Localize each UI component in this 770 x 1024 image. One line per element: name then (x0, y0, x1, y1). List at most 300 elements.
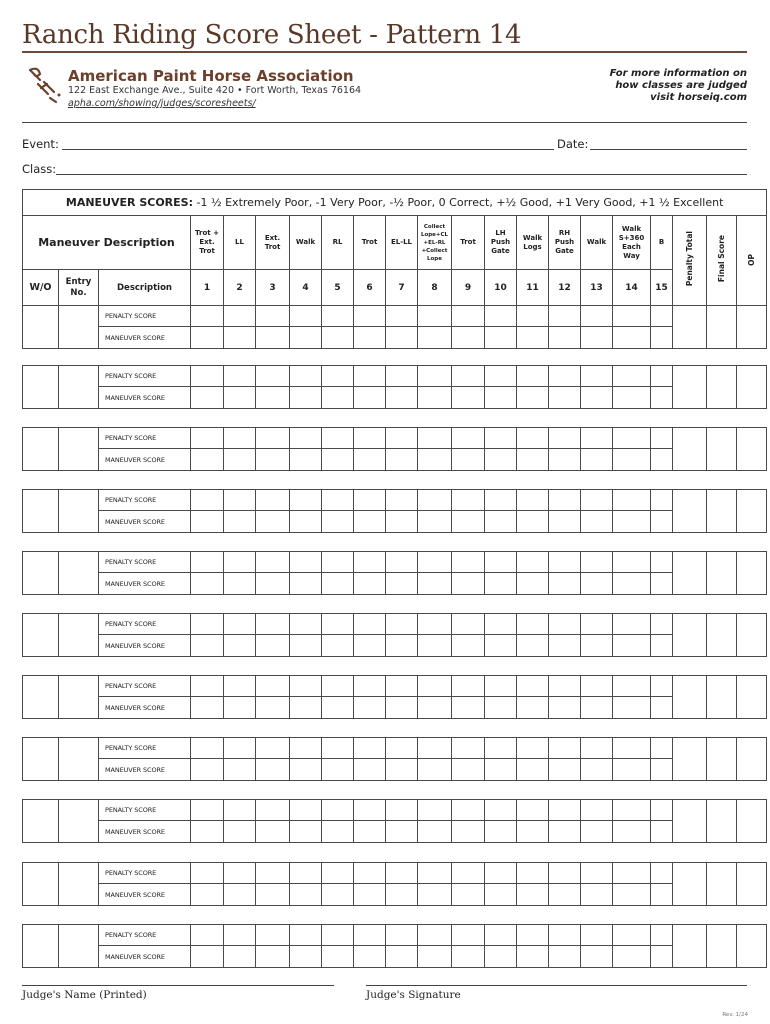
score-cell[interactable] (613, 449, 651, 471)
score-cell[interactable] (613, 925, 651, 946)
score-cell[interactable] (485, 925, 517, 946)
score-cell[interactable] (418, 366, 452, 387)
score-cell[interactable] (386, 490, 418, 511)
score-cell[interactable] (354, 387, 386, 409)
score-cell[interactable] (485, 387, 517, 409)
score-cell[interactable] (322, 863, 354, 884)
score-cell[interactable] (191, 697, 224, 719)
score-cell[interactable] (224, 614, 256, 635)
score-cell[interactable] (581, 946, 613, 968)
score-cell[interactable] (485, 821, 517, 843)
score-cell[interactable] (452, 884, 485, 906)
score-cell[interactable] (418, 925, 452, 946)
score-cell[interactable] (418, 946, 452, 968)
score-cell[interactable] (452, 428, 485, 449)
score-cell[interactable] (651, 635, 673, 657)
score-cell[interactable] (354, 821, 386, 843)
score-cell[interactable] (517, 306, 549, 327)
score-cell[interactable] (651, 821, 673, 843)
score-cell[interactable] (191, 366, 224, 387)
final-score-cell[interactable] (707, 925, 737, 968)
score-cell[interactable] (386, 366, 418, 387)
score-cell[interactable] (354, 366, 386, 387)
score-cell[interactable] (581, 697, 613, 719)
score-cell[interactable] (581, 387, 613, 409)
score-cell[interactable] (224, 511, 256, 533)
score-cell[interactable] (549, 327, 581, 349)
score-cell[interactable] (452, 759, 485, 781)
scoresheets-link[interactable]: apha.com/showing/judges/scoresheets/ (68, 98, 256, 109)
score-cell[interactable] (322, 552, 354, 573)
score-cell[interactable] (322, 697, 354, 719)
score-cell[interactable] (224, 863, 256, 884)
score-cell[interactable] (418, 738, 452, 759)
score-cell[interactable] (354, 946, 386, 968)
score-cell[interactable] (549, 387, 581, 409)
wo-cell[interactable] (23, 863, 59, 906)
score-cell[interactable] (224, 759, 256, 781)
score-cell[interactable] (651, 614, 673, 635)
score-cell[interactable] (322, 884, 354, 906)
score-cell[interactable] (651, 697, 673, 719)
score-cell[interactable] (549, 552, 581, 573)
score-cell[interactable] (386, 800, 418, 821)
penalty-total-cell[interactable] (673, 366, 707, 409)
score-cell[interactable] (191, 306, 224, 327)
score-cell[interactable] (549, 490, 581, 511)
score-cell[interactable] (452, 327, 485, 349)
op-cell[interactable] (737, 490, 767, 533)
score-cell[interactable] (485, 946, 517, 968)
score-cell[interactable] (224, 327, 256, 349)
score-cell[interactable] (290, 946, 322, 968)
score-cell[interactable] (290, 449, 322, 471)
score-cell[interactable] (354, 800, 386, 821)
score-cell[interactable] (651, 387, 673, 409)
score-cell[interactable] (418, 676, 452, 697)
score-cell[interactable] (418, 511, 452, 533)
score-cell[interactable] (517, 327, 549, 349)
score-cell[interactable] (386, 552, 418, 573)
final-score-cell[interactable] (707, 800, 737, 843)
wo-cell[interactable] (23, 552, 59, 595)
score-cell[interactable] (290, 738, 322, 759)
score-cell[interactable] (418, 635, 452, 657)
score-cell[interactable] (613, 306, 651, 327)
score-cell[interactable] (256, 946, 290, 968)
final-score-cell[interactable] (707, 738, 737, 781)
score-cell[interactable] (517, 635, 549, 657)
score-cell[interactable] (256, 925, 290, 946)
score-cell[interactable] (452, 697, 485, 719)
score-cell[interactable] (581, 511, 613, 533)
score-cell[interactable] (322, 511, 354, 533)
score-cell[interactable] (485, 759, 517, 781)
score-cell[interactable] (517, 738, 549, 759)
op-cell[interactable] (737, 366, 767, 409)
score-cell[interactable] (290, 697, 322, 719)
score-cell[interactable] (418, 697, 452, 719)
score-cell[interactable] (549, 614, 581, 635)
score-cell[interactable] (224, 366, 256, 387)
score-cell[interactable] (191, 573, 224, 595)
penalty-total-cell[interactable] (673, 490, 707, 533)
score-cell[interactable] (224, 449, 256, 471)
wo-cell[interactable] (23, 490, 59, 533)
score-cell[interactable] (452, 925, 485, 946)
score-cell[interactable] (485, 511, 517, 533)
judge-signature-line[interactable] (366, 985, 747, 986)
score-cell[interactable] (613, 884, 651, 906)
score-cell[interactable] (485, 306, 517, 327)
score-cell[interactable] (224, 490, 256, 511)
score-cell[interactable] (322, 635, 354, 657)
score-cell[interactable] (613, 759, 651, 781)
score-cell[interactable] (651, 306, 673, 327)
score-cell[interactable] (290, 511, 322, 533)
score-cell[interactable] (224, 884, 256, 906)
score-cell[interactable] (354, 552, 386, 573)
score-cell[interactable] (549, 635, 581, 657)
score-cell[interactable] (256, 573, 290, 595)
score-cell[interactable] (354, 511, 386, 533)
score-cell[interactable] (418, 614, 452, 635)
score-cell[interactable] (290, 884, 322, 906)
score-cell[interactable] (256, 738, 290, 759)
penalty-total-cell[interactable] (673, 925, 707, 968)
score-cell[interactable] (322, 306, 354, 327)
score-cell[interactable] (581, 635, 613, 657)
score-cell[interactable] (386, 635, 418, 657)
score-cell[interactable] (549, 863, 581, 884)
score-cell[interactable] (191, 552, 224, 573)
score-cell[interactable] (191, 511, 224, 533)
score-cell[interactable] (452, 863, 485, 884)
score-cell[interactable] (386, 821, 418, 843)
score-cell[interactable] (256, 884, 290, 906)
score-cell[interactable] (581, 800, 613, 821)
op-cell[interactable] (737, 925, 767, 968)
wo-cell[interactable] (23, 925, 59, 968)
score-cell[interactable] (452, 552, 485, 573)
score-cell[interactable] (613, 635, 651, 657)
score-cell[interactable] (322, 428, 354, 449)
score-cell[interactable] (290, 676, 322, 697)
score-cell[interactable] (651, 946, 673, 968)
score-cell[interactable] (418, 428, 452, 449)
entry-no-cell[interactable] (59, 490, 99, 533)
score-cell[interactable] (485, 552, 517, 573)
score-cell[interactable] (224, 925, 256, 946)
score-cell[interactable] (354, 449, 386, 471)
score-cell[interactable] (418, 490, 452, 511)
score-cell[interactable] (191, 635, 224, 657)
final-score-cell[interactable] (707, 428, 737, 471)
score-cell[interactable] (256, 635, 290, 657)
score-cell[interactable] (354, 428, 386, 449)
op-cell[interactable] (737, 863, 767, 906)
score-cell[interactable] (354, 306, 386, 327)
score-cell[interactable] (322, 759, 354, 781)
score-cell[interactable] (517, 552, 549, 573)
score-cell[interactable] (191, 925, 224, 946)
entry-no-cell[interactable] (59, 800, 99, 843)
wo-cell[interactable] (23, 428, 59, 471)
score-cell[interactable] (517, 676, 549, 697)
score-cell[interactable] (452, 511, 485, 533)
score-cell[interactable] (322, 614, 354, 635)
final-score-cell[interactable] (707, 306, 737, 349)
score-cell[interactable] (191, 614, 224, 635)
score-cell[interactable] (613, 552, 651, 573)
score-cell[interactable] (191, 800, 224, 821)
op-cell[interactable] (737, 738, 767, 781)
score-cell[interactable] (418, 573, 452, 595)
score-cell[interactable] (517, 821, 549, 843)
score-cell[interactable] (386, 306, 418, 327)
score-cell[interactable] (418, 449, 452, 471)
score-cell[interactable] (485, 863, 517, 884)
score-cell[interactable] (651, 738, 673, 759)
entry-no-cell[interactable] (59, 366, 99, 409)
score-cell[interactable] (418, 387, 452, 409)
score-cell[interactable] (386, 863, 418, 884)
score-cell[interactable] (581, 366, 613, 387)
score-cell[interactable] (613, 863, 651, 884)
wo-cell[interactable] (23, 738, 59, 781)
score-cell[interactable] (386, 614, 418, 635)
score-cell[interactable] (549, 449, 581, 471)
score-cell[interactable] (354, 490, 386, 511)
score-cell[interactable] (290, 573, 322, 595)
score-cell[interactable] (418, 821, 452, 843)
score-cell[interactable] (517, 511, 549, 533)
score-cell[interactable] (485, 884, 517, 906)
score-cell[interactable] (613, 327, 651, 349)
score-cell[interactable] (485, 490, 517, 511)
score-cell[interactable] (581, 490, 613, 511)
score-cell[interactable] (452, 676, 485, 697)
score-cell[interactable] (290, 387, 322, 409)
score-cell[interactable] (256, 697, 290, 719)
date-field[interactable] (590, 149, 747, 150)
score-cell[interactable] (354, 635, 386, 657)
score-cell[interactable] (224, 800, 256, 821)
score-cell[interactable] (256, 490, 290, 511)
score-cell[interactable] (386, 884, 418, 906)
score-cell[interactable] (256, 614, 290, 635)
info-line-3[interactable]: visit horseiq.com (650, 92, 747, 103)
score-cell[interactable] (549, 759, 581, 781)
score-cell[interactable] (290, 327, 322, 349)
score-cell[interactable] (386, 511, 418, 533)
score-cell[interactable] (256, 759, 290, 781)
score-cell[interactable] (224, 738, 256, 759)
score-cell[interactable] (613, 428, 651, 449)
score-cell[interactable] (517, 366, 549, 387)
score-cell[interactable] (256, 511, 290, 533)
score-cell[interactable] (485, 697, 517, 719)
score-cell[interactable] (613, 614, 651, 635)
score-cell[interactable] (418, 306, 452, 327)
score-cell[interactable] (290, 925, 322, 946)
score-cell[interactable] (517, 697, 549, 719)
score-cell[interactable] (581, 738, 613, 759)
score-cell[interactable] (256, 428, 290, 449)
score-cell[interactable] (290, 759, 322, 781)
penalty-total-cell[interactable] (673, 614, 707, 657)
score-cell[interactable] (651, 428, 673, 449)
op-cell[interactable] (737, 614, 767, 657)
score-cell[interactable] (452, 449, 485, 471)
wo-cell[interactable] (23, 614, 59, 657)
score-cell[interactable] (290, 800, 322, 821)
score-cell[interactable] (517, 428, 549, 449)
score-cell[interactable] (354, 614, 386, 635)
score-cell[interactable] (613, 676, 651, 697)
op-cell[interactable] (737, 428, 767, 471)
score-cell[interactable] (354, 738, 386, 759)
score-cell[interactable] (452, 573, 485, 595)
score-cell[interactable] (191, 821, 224, 843)
judge-name-line[interactable] (22, 985, 334, 986)
score-cell[interactable] (191, 428, 224, 449)
score-cell[interactable] (549, 697, 581, 719)
score-cell[interactable] (581, 676, 613, 697)
score-cell[interactable] (549, 366, 581, 387)
score-cell[interactable] (613, 490, 651, 511)
score-cell[interactable] (581, 863, 613, 884)
score-cell[interactable] (485, 676, 517, 697)
score-cell[interactable] (322, 676, 354, 697)
score-cell[interactable] (418, 800, 452, 821)
score-cell[interactable] (581, 614, 613, 635)
score-cell[interactable] (386, 387, 418, 409)
score-cell[interactable] (322, 366, 354, 387)
score-cell[interactable] (452, 738, 485, 759)
score-cell[interactable] (191, 387, 224, 409)
score-cell[interactable] (651, 552, 673, 573)
score-cell[interactable] (386, 697, 418, 719)
score-cell[interactable] (549, 946, 581, 968)
score-cell[interactable] (386, 946, 418, 968)
score-cell[interactable] (651, 759, 673, 781)
score-cell[interactable] (613, 573, 651, 595)
score-cell[interactable] (581, 306, 613, 327)
score-cell[interactable] (322, 821, 354, 843)
score-cell[interactable] (549, 925, 581, 946)
final-score-cell[interactable] (707, 676, 737, 719)
score-cell[interactable] (452, 821, 485, 843)
score-cell[interactable] (256, 676, 290, 697)
score-cell[interactable] (256, 821, 290, 843)
score-cell[interactable] (191, 738, 224, 759)
penalty-total-cell[interactable] (673, 552, 707, 595)
penalty-total-cell[interactable] (673, 306, 707, 349)
wo-cell[interactable] (23, 306, 59, 349)
score-cell[interactable] (322, 738, 354, 759)
score-cell[interactable] (485, 449, 517, 471)
score-cell[interactable] (191, 676, 224, 697)
score-cell[interactable] (651, 511, 673, 533)
score-cell[interactable] (517, 946, 549, 968)
score-cell[interactable] (354, 676, 386, 697)
score-cell[interactable] (651, 863, 673, 884)
score-cell[interactable] (517, 863, 549, 884)
entry-no-cell[interactable] (59, 863, 99, 906)
final-score-cell[interactable] (707, 863, 737, 906)
final-score-cell[interactable] (707, 552, 737, 595)
score-cell[interactable] (651, 925, 673, 946)
penalty-total-cell[interactable] (673, 428, 707, 471)
score-cell[interactable] (290, 821, 322, 843)
entry-no-cell[interactable] (59, 306, 99, 349)
score-cell[interactable] (322, 490, 354, 511)
score-cell[interactable] (256, 387, 290, 409)
score-cell[interactable] (418, 759, 452, 781)
class-field[interactable] (56, 174, 747, 175)
score-cell[interactable] (651, 366, 673, 387)
score-cell[interactable] (354, 327, 386, 349)
final-score-cell[interactable] (707, 614, 737, 657)
penalty-total-cell[interactable] (673, 738, 707, 781)
score-cell[interactable] (290, 635, 322, 657)
score-cell[interactable] (651, 327, 673, 349)
score-cell[interactable] (290, 366, 322, 387)
score-cell[interactable] (418, 552, 452, 573)
score-cell[interactable] (452, 490, 485, 511)
score-cell[interactable] (256, 366, 290, 387)
score-cell[interactable] (549, 306, 581, 327)
score-cell[interactable] (651, 573, 673, 595)
score-cell[interactable] (517, 573, 549, 595)
score-cell[interactable] (613, 387, 651, 409)
score-cell[interactable] (613, 946, 651, 968)
score-cell[interactable] (613, 821, 651, 843)
score-cell[interactable] (322, 925, 354, 946)
penalty-total-cell[interactable] (673, 863, 707, 906)
score-cell[interactable] (517, 614, 549, 635)
entry-no-cell[interactable] (59, 925, 99, 968)
score-cell[interactable] (290, 863, 322, 884)
score-cell[interactable] (290, 614, 322, 635)
score-cell[interactable] (485, 635, 517, 657)
score-cell[interactable] (549, 884, 581, 906)
event-field[interactable] (62, 149, 554, 150)
score-cell[interactable] (581, 449, 613, 471)
final-score-cell[interactable] (707, 366, 737, 409)
score-cell[interactable] (517, 387, 549, 409)
wo-cell[interactable] (23, 800, 59, 843)
wo-cell[interactable] (23, 676, 59, 719)
score-cell[interactable] (354, 884, 386, 906)
score-cell[interactable] (517, 884, 549, 906)
score-cell[interactable] (386, 428, 418, 449)
op-cell[interactable] (737, 676, 767, 719)
score-cell[interactable] (191, 759, 224, 781)
score-cell[interactable] (224, 946, 256, 968)
score-cell[interactable] (386, 925, 418, 946)
entry-no-cell[interactable] (59, 738, 99, 781)
score-cell[interactable] (191, 863, 224, 884)
score-cell[interactable] (256, 327, 290, 349)
score-cell[interactable] (549, 821, 581, 843)
score-cell[interactable] (452, 306, 485, 327)
wo-cell[interactable] (23, 366, 59, 409)
score-cell[interactable] (224, 821, 256, 843)
op-cell[interactable] (737, 306, 767, 349)
score-cell[interactable] (613, 511, 651, 533)
